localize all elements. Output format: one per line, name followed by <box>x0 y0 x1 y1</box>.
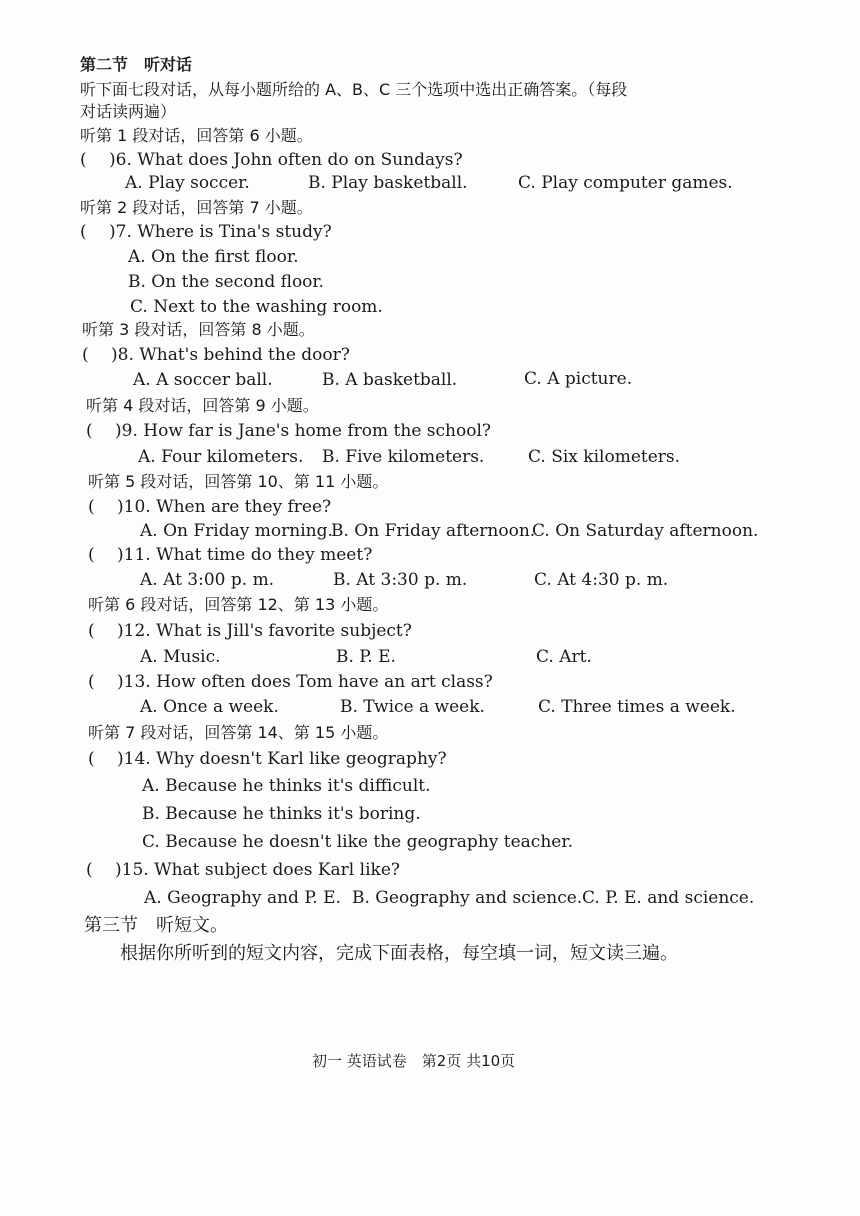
dialogue-intro: 听第 3 段对话，回答第 8 小题。 <box>82 320 315 339</box>
question-stem: ( )9. How far is Jane's home from the school? <box>86 421 491 441</box>
option-a: A. Geography and P. E. <box>144 888 341 908</box>
section3-heading: 第三节 听短文。 <box>84 915 228 936</box>
option-a: A. On the first floor. <box>128 247 299 267</box>
dialogue-intro: 听第 2 段对话，回答第 7 小题。 <box>80 198 313 217</box>
question-stem: ( )15. What subject does Karl like? <box>86 860 401 880</box>
option-a: A. On Friday morning. <box>140 521 333 541</box>
option-b: B. On Friday afternoon. <box>331 521 536 541</box>
option-b: B. Play basketball. <box>308 173 468 193</box>
option-b: B. On the second floor. <box>128 272 325 292</box>
question-stem: ( )12. What is Jill's favorite subject? <box>88 621 412 641</box>
section2-instruction-2: 对话读两遍） <box>80 102 177 121</box>
option-b: B. A basketball. <box>322 370 458 390</box>
option-c: C. Play computer games. <box>518 173 733 193</box>
option-a: A. A soccer ball. <box>133 370 273 390</box>
section2-heading: 第二节 听对话 <box>80 55 193 74</box>
question-stem: ( )8. What's behind the door? <box>82 345 350 365</box>
option-c: C. A picture. <box>524 369 633 389</box>
dialogue-intro: 听第 6 段对话，回答第 12、第 13 小题。 <box>88 595 389 614</box>
option-c: C. Art. <box>536 647 592 667</box>
option-b: B. Because he thinks it's boring. <box>142 804 421 824</box>
question-stem: ( )7. Where is Tina's study? <box>80 222 332 242</box>
option-b: B. Twice a week. <box>340 697 485 717</box>
option-b: B. P. E. <box>336 647 396 667</box>
option-c: C. At 4:30 p. m. <box>534 570 669 590</box>
dialogue-intro: 听第 7 段对话，回答第 14、第 15 小题。 <box>88 723 389 742</box>
dialogue-intro: 听第 5 段对话，回答第 10、第 11 小题。 <box>88 472 389 491</box>
option-c: C. P. E. and science. <box>582 888 755 908</box>
question-stem: ( )10. When are they free? <box>88 497 332 517</box>
option-c: C. Six kilometers. <box>528 447 681 467</box>
page-footer: 初一 英语试卷 第2页 共10页 <box>312 1052 516 1070</box>
option-c: C. Three times a week. <box>538 697 736 717</box>
option-c: C. Next to the washing room. <box>130 297 383 317</box>
option-a: A. Because he thinks it's difficult. <box>142 776 431 796</box>
question-stem: ( )6. What does John often do on Sundays? <box>80 150 463 170</box>
question-stem: ( )13. How often does Tom have an art class? <box>88 672 493 692</box>
option-b: B. Geography and science. <box>352 888 583 908</box>
section2-instruction-1: 听下面七段对话，从每小题所给的 A、B、C 三个选项中选出正确答案。（每段 <box>80 80 628 99</box>
option-a: A. Music. <box>140 647 221 667</box>
option-a: A. Once a week. <box>140 697 279 717</box>
option-b: B. Five kilometers. <box>322 447 485 467</box>
question-stem: ( )14. Why doesn't Karl like geography? <box>88 749 447 769</box>
option-a: A. At 3:00 p. m. <box>140 570 275 590</box>
question-stem: ( )11. What time do they meet? <box>88 545 373 565</box>
dialogue-intro: 听第 1 段对话，回答第 6 小题。 <box>80 126 313 145</box>
dialogue-intro: 听第 4 段对话，回答第 9 小题。 <box>86 396 319 415</box>
option-b: B. At 3:30 p. m. <box>333 570 468 590</box>
option-c: C. Because he doesn't like the geography teacher. <box>142 832 573 852</box>
option-a: A. Four kilometers. <box>138 447 304 467</box>
option-c: C. On Saturday afternoon. <box>532 521 759 541</box>
section3-instruction: 根据你所听到的短文内容，完成下面表格，每空填一词，短文读三遍。 <box>120 943 678 964</box>
option-a: A. Play soccer. <box>125 173 250 193</box>
